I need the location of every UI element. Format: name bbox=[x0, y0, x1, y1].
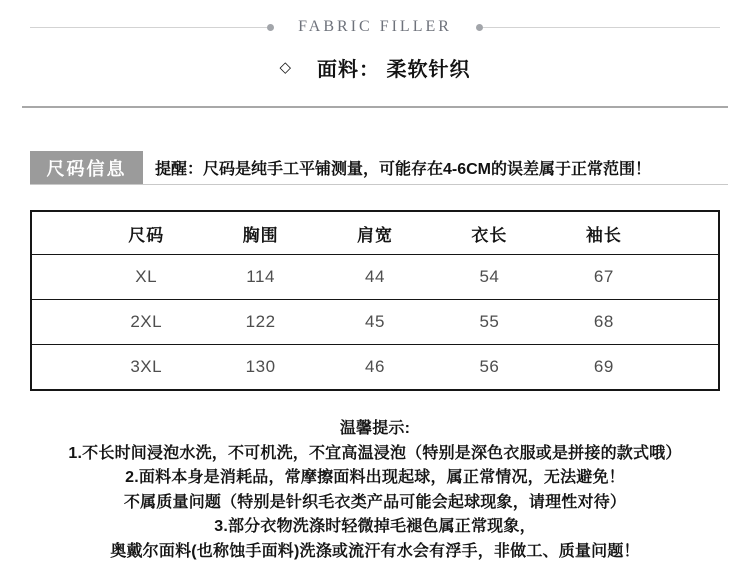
value-cell: 55 bbox=[479, 312, 500, 331]
table-row-3xl bbox=[32, 344, 718, 389]
size-info-badge: 尺码信息 bbox=[30, 151, 143, 184]
value-cell: 114 bbox=[246, 267, 275, 286]
value-cell: 56 bbox=[479, 357, 500, 376]
column-header-size: 尺码 bbox=[128, 225, 165, 245]
size-table-header-row bbox=[32, 212, 718, 254]
tip-line: 2.面料本身是消耗品，常摩擦面料出现起球，属正常情况，无法避免！ bbox=[125, 469, 625, 486]
value-cell: 67 bbox=[593, 267, 614, 286]
size-cell: 2XL bbox=[130, 312, 163, 331]
size-reminder-text: 提醒：尺码是纯手工平铺测量，可能存在4-6CM的误差属于正常范围！ bbox=[155, 161, 652, 178]
warm-tips bbox=[0, 417, 750, 564]
dot-icon-left bbox=[267, 24, 274, 31]
fabric-banner bbox=[30, 14, 720, 40]
size-info-strip bbox=[30, 151, 728, 185]
table-row-2xl bbox=[32, 299, 718, 344]
tip-line: 3.部分衣物洗涤时轻微掉毛褪色属正常现象， bbox=[214, 518, 536, 535]
fabric-text: 面料： 柔软针织 bbox=[316, 58, 471, 81]
value-cell: 46 bbox=[365, 357, 385, 376]
banner-line-right bbox=[483, 27, 720, 28]
banner-line-left bbox=[30, 27, 267, 28]
value-cell: 69 bbox=[593, 357, 614, 376]
column-header-length: 衣长 bbox=[471, 225, 508, 245]
value-cell: 44 bbox=[365, 267, 385, 286]
column-header-sleeve: 袖长 bbox=[585, 225, 622, 245]
banner-title: FABRIC FILLER bbox=[298, 18, 452, 35]
value-cell: 45 bbox=[365, 312, 385, 331]
tip-line: 奥戴尔面料(也称蚀手面料)洗涤或流汗有水会有浮手，非做工、质量问题！ bbox=[110, 542, 640, 560]
value-cell: 130 bbox=[245, 357, 276, 376]
size-table bbox=[30, 210, 720, 391]
value-cell: 122 bbox=[245, 312, 276, 331]
diamond-icon: ◇ bbox=[279, 59, 291, 76]
value-cell: 68 bbox=[593, 312, 614, 331]
table-row-xl bbox=[32, 254, 718, 299]
column-header-bust: 胸围 bbox=[242, 225, 279, 245]
column-header-shoulder: 肩宽 bbox=[357, 225, 394, 245]
section-divider bbox=[22, 106, 728, 108]
tip-line: 不属质量问题（特别是针织毛衣类产品可能会起球现象，请理性对待） bbox=[123, 493, 627, 511]
dot-icon-right bbox=[476, 24, 483, 31]
tip-line: 1.不长时间浸泡水洗，不可机洗，不宜高温浸泡（特别是深色衣服或是拼接的款式哦） bbox=[68, 444, 682, 462]
fabric-row bbox=[0, 49, 750, 85]
size-cell: XL bbox=[135, 267, 158, 286]
tips-title: 温馨提示: bbox=[339, 420, 411, 437]
size-cell: 3XL bbox=[130, 357, 163, 376]
value-cell: 54 bbox=[479, 267, 500, 286]
